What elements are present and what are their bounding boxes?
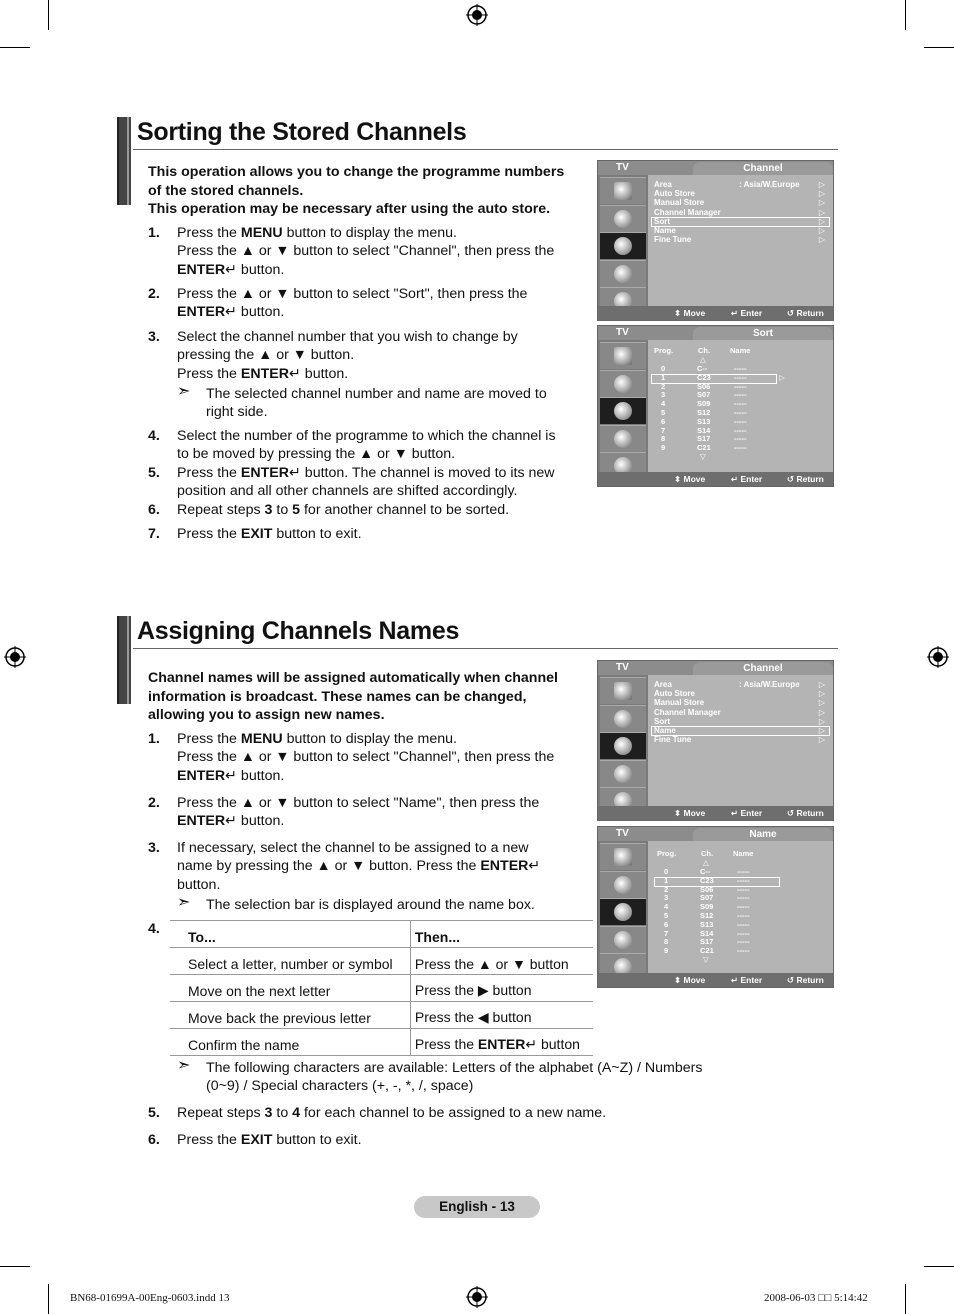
step-number: 3. xyxy=(148,329,160,345)
channel-id: C23 xyxy=(697,372,711,382)
step-text: Press the EXIT button to exit. xyxy=(177,1132,362,1148)
table-cell-action: Confirm the name xyxy=(170,1029,410,1056)
note-text: The selection bar is displayed around the name box. xyxy=(206,897,535,913)
channel-name: ----- xyxy=(737,946,750,956)
sound-icon xyxy=(600,871,646,898)
return-hint: ↺ Return xyxy=(787,975,824,985)
col-name: Name xyxy=(733,849,754,858)
channel-id: S09 xyxy=(697,399,711,409)
channel-name: ----- xyxy=(734,425,747,435)
submenu-arrow-icon: ▷ xyxy=(818,707,825,717)
step-number: 6. xyxy=(148,502,160,518)
osd-footer xyxy=(598,973,833,987)
osd-footer xyxy=(598,806,833,820)
table-row xyxy=(170,975,593,1002)
note-arrow-icon: ➣ xyxy=(177,1057,191,1074)
table-cell-key: Press the ◀ button xyxy=(410,1002,593,1029)
intro-line: allowing you to assign new names. xyxy=(148,707,385,723)
osd-menu-item[interactable]: Sort xyxy=(654,216,670,226)
prog-number: 3 xyxy=(664,893,669,903)
channel-name: ----- xyxy=(734,416,747,426)
table-cell-action: Select a letter, number or symbol xyxy=(170,948,410,975)
channel-name: ----- xyxy=(737,867,750,876)
table-cell-action: To... xyxy=(170,921,410,948)
table-row xyxy=(170,948,593,975)
picture-icon xyxy=(600,342,646,369)
crop-mark xyxy=(48,1284,49,1314)
enter-hint: ↵ Enter xyxy=(731,474,763,484)
osd-sort-screen xyxy=(597,325,834,487)
osd-title: Channel xyxy=(693,662,833,675)
note-line: right side. xyxy=(206,404,268,421)
table-row xyxy=(170,921,593,948)
osd-tv-label: TV xyxy=(616,162,629,173)
submenu-arrow-icon: ▷ xyxy=(818,198,825,208)
section-marker xyxy=(117,616,131,704)
section-title-sorting: Sorting the Stored Channels xyxy=(137,118,467,146)
osd-menu-item[interactable]: Manual Store xyxy=(654,198,705,208)
col-prog: Prog. xyxy=(657,849,677,858)
table-cell-key: Press the ENTER↵ button xyxy=(410,1029,593,1056)
col-name: Name xyxy=(730,346,751,355)
prog-number: 0 xyxy=(661,364,666,373)
channel-id: S06 xyxy=(697,381,711,391)
return-hint: ↺ Return xyxy=(787,308,824,318)
osd-panel xyxy=(648,841,833,973)
osd-title: Sort xyxy=(693,327,833,340)
step-number: 5. xyxy=(148,465,160,481)
channel-id: S06 xyxy=(700,884,714,894)
channel-id: C-- xyxy=(700,867,711,876)
osd-title: Name xyxy=(693,828,833,841)
osd-panel xyxy=(648,675,833,806)
prog-number: 5 xyxy=(661,408,666,417)
osd-selection-bar xyxy=(651,726,830,736)
channel-icon xyxy=(600,898,646,925)
osd-name-screen xyxy=(597,826,834,988)
channel-id: C21 xyxy=(700,946,714,956)
step-number: 2. xyxy=(148,286,160,302)
crop-mark xyxy=(924,47,954,48)
table-cell-key: Press the ▶ button xyxy=(410,975,593,1002)
osd-menu-item[interactable]: Fine Tune xyxy=(654,735,692,745)
osd-menu-item[interactable]: Auto Store xyxy=(654,689,695,699)
channel-icon xyxy=(600,732,646,759)
scroll-down-icon: ▽ xyxy=(703,955,709,964)
channel-id: S12 xyxy=(700,911,714,920)
move-hint: ⬍ Move xyxy=(674,474,706,484)
osd-menu-item[interactable]: Name xyxy=(654,226,676,235)
osd-panel xyxy=(648,340,833,472)
osd-menu-item[interactable]: Area xyxy=(654,680,672,689)
osd-footer xyxy=(598,472,833,486)
sound-icon xyxy=(600,205,646,232)
heading-rule xyxy=(133,149,838,150)
channel-name: ----- xyxy=(737,902,750,912)
osd-channel-menu xyxy=(597,160,834,321)
channel-id: S13 xyxy=(700,919,714,929)
submenu-arrow-icon: ▷ xyxy=(818,180,825,189)
scroll-up-icon: △ xyxy=(703,858,709,867)
osd-menu-item[interactable]: Auto Store xyxy=(654,189,695,199)
channel-name: ----- xyxy=(734,381,747,391)
file-slug: BN68-01699A-00Eng-0603.indd 13 xyxy=(70,1292,230,1304)
crop-mark xyxy=(905,0,906,30)
osd-selection-bar xyxy=(654,877,780,887)
picture-icon xyxy=(600,177,646,204)
crop-mark xyxy=(905,1284,906,1314)
key-table xyxy=(170,920,593,1056)
picture-icon xyxy=(600,677,646,704)
prog-number: 6 xyxy=(664,919,669,929)
channel-name: ----- xyxy=(734,364,747,373)
section-title-names: Assigning Channels Names xyxy=(137,617,460,645)
channel-id: S17 xyxy=(697,434,711,444)
prog-number: 5 xyxy=(664,911,669,920)
note-line: (0~9) / Special characters (+, -, *, /, space) xyxy=(206,1078,474,1095)
osd-sidebar xyxy=(598,841,648,975)
channel-id: S14 xyxy=(700,928,714,938)
note-text xyxy=(206,1059,702,1096)
picture-icon xyxy=(600,843,646,870)
intro-text xyxy=(148,669,593,725)
osd-tv-label: TV xyxy=(616,828,629,839)
prog-number: 9 xyxy=(661,443,666,453)
submenu-arrow-icon: ▷ xyxy=(818,698,825,708)
heading-rule xyxy=(133,648,838,649)
step-number: 1. xyxy=(148,731,160,747)
channel-id: S07 xyxy=(700,893,714,903)
return-hint: ↺ Return xyxy=(787,808,824,818)
prog-number: 8 xyxy=(661,434,666,444)
prog-number: 7 xyxy=(661,425,666,435)
col-ch: Ch. xyxy=(698,346,711,355)
channel-name: ----- xyxy=(734,443,747,453)
channel-name: ----- xyxy=(737,884,750,894)
submenu-arrow-icon: ▷ xyxy=(818,689,825,699)
crop-mark xyxy=(924,1266,954,1267)
prog-number: 2 xyxy=(664,884,669,894)
step-number: 2. xyxy=(148,795,160,811)
osd-panel xyxy=(648,175,833,306)
osd-selection-bar xyxy=(651,217,830,227)
step-text: Press the MENU button to display the menu. Press the ▲ or ▼ button to select "Channel", then press the ENTER↵ button. xyxy=(177,731,555,784)
intro-line: This operation may be necessary after using the auto store. xyxy=(148,201,551,217)
step-text: Select the number of the programme to which the channel is to be moved by pressing the ▲ or ▼ button. xyxy=(177,428,556,463)
crop-mark xyxy=(48,0,49,30)
prog-number: 2 xyxy=(661,381,666,391)
step-text: Repeat steps 3 to 4 for each channel to be assigned to a new name. xyxy=(177,1105,607,1121)
note-arrow-icon: ➣ xyxy=(177,383,191,400)
col-ch: Ch. xyxy=(701,849,714,858)
osd-sidebar xyxy=(598,675,648,808)
channel-id: S17 xyxy=(700,937,714,947)
osd-footer xyxy=(598,306,833,320)
prog-number: 6 xyxy=(661,416,666,426)
table-row xyxy=(170,1029,593,1056)
step-number: 7. xyxy=(148,526,160,542)
note-line: The following characters are available: Letters of the alphabet (A~Z) / Numbers xyxy=(206,1060,703,1076)
note-line: The selected channel number and name are moved to xyxy=(206,386,547,402)
prog-number: 0 xyxy=(664,867,669,876)
prog-number: 1 xyxy=(664,875,669,885)
osd-sidebar xyxy=(598,175,648,308)
table-cell-action: Move back the previous letter xyxy=(170,1002,410,1029)
step-number: 3. xyxy=(148,840,160,856)
channel-name: ----- xyxy=(737,937,750,947)
channel-name: ----- xyxy=(734,399,747,409)
scroll-up-icon: △ xyxy=(700,355,706,364)
registration-mark-icon xyxy=(466,1286,488,1308)
registration-mark-icon xyxy=(466,4,488,26)
return-hint: ↺ Return xyxy=(787,474,824,484)
registration-mark-icon xyxy=(927,646,949,668)
osd-menu-item[interactable]: Fine Tune xyxy=(654,235,692,245)
channel-icon xyxy=(600,232,646,259)
step-text: Press the MENU button to display the menu. Press the ▲ or ▼ button to select "Channel", then press the ENTER↵ button. xyxy=(177,225,555,278)
channel-name: ----- xyxy=(737,919,750,929)
move-arrow-icon: ▷ xyxy=(779,372,785,382)
submenu-arrow-icon: ▷ xyxy=(818,216,825,226)
channel-icon xyxy=(600,397,646,424)
step-number: 6. xyxy=(148,1132,160,1148)
channel-name: ----- xyxy=(734,408,747,417)
section-marker xyxy=(117,117,131,205)
setup-icon xyxy=(600,926,646,953)
prog-number: 4 xyxy=(661,399,666,409)
channel-name: ----- xyxy=(737,911,750,920)
step-text: Press the ▲ or ▼ button to select "Sort", then press the ENTER↵ button. xyxy=(177,286,528,321)
crop-mark xyxy=(0,47,30,48)
osd-channel-menu xyxy=(597,660,834,821)
setup-icon xyxy=(600,760,646,787)
osd-header xyxy=(598,661,833,675)
channel-id: S13 xyxy=(697,416,711,426)
osd-sidebar xyxy=(598,340,648,474)
crop-mark xyxy=(0,1266,30,1267)
osd-title: Channel xyxy=(693,162,833,175)
osd-header xyxy=(598,326,833,340)
move-hint: ⬍ Move xyxy=(674,308,706,318)
prog-number: 7 xyxy=(664,928,669,938)
submenu-arrow-icon: ▷ xyxy=(818,680,825,689)
step-number: 4. xyxy=(148,921,160,937)
col-prog: Prog. xyxy=(654,346,674,355)
step-text: Press the ENTER↵ button. The channel is moved to its new position and all other channels are shifted accordingly. xyxy=(177,465,555,500)
channel-id: S07 xyxy=(697,390,711,400)
setup-icon xyxy=(600,260,646,287)
date-slug: 2008-06-03 □□ 5:14:42 xyxy=(764,1292,868,1304)
channel-name: ----- xyxy=(737,893,750,903)
move-hint: ⬍ Move xyxy=(674,975,706,985)
osd-menu-item[interactable]: Channel Manager xyxy=(654,707,721,717)
table-row xyxy=(170,1002,593,1029)
channel-name: ----- xyxy=(734,372,747,382)
page-number: English - 13 xyxy=(414,1196,540,1218)
step-text: Select the channel number that you wish to change by pressing the ▲ or ▼ button. Press the ENTER↵ button. xyxy=(177,329,518,382)
osd-menu-item[interactable]: Area xyxy=(654,180,672,189)
prog-number: 4 xyxy=(664,902,669,912)
step-text: Repeat steps 3 to 5 for another channel to be sorted. xyxy=(177,502,510,518)
intro-line: of the stored channels. xyxy=(148,182,304,199)
move-hint: ⬍ Move xyxy=(674,808,706,818)
osd-header xyxy=(598,161,833,175)
prog-number: 8 xyxy=(664,937,669,947)
channel-name: ----- xyxy=(737,875,750,885)
table-cell-key: Then... xyxy=(410,921,593,948)
osd-tv-label: TV xyxy=(616,327,629,338)
osd-area-value: : Asia/W.Europe xyxy=(739,180,800,189)
step-number: 1. xyxy=(148,225,160,241)
note-arrow-icon: ➣ xyxy=(177,894,191,911)
submenu-arrow-icon: ▷ xyxy=(818,226,825,235)
table-cell-key: Press the ▲ or ▼ button xyxy=(410,948,593,975)
channel-id: C21 xyxy=(697,443,711,453)
osd-menu-item[interactable]: Name xyxy=(654,726,676,735)
enter-hint: ↵ Enter xyxy=(731,808,763,818)
step-text: Press the EXIT button to exit. xyxy=(177,526,362,542)
osd-menu-item[interactable]: Sort xyxy=(654,716,670,726)
intro-line: information is broadcast. These names can be changed, xyxy=(148,688,527,705)
submenu-arrow-icon: ▷ xyxy=(818,189,825,199)
note-text xyxy=(206,385,547,422)
submenu-arrow-icon: ▷ xyxy=(818,735,825,745)
sound-icon xyxy=(600,705,646,732)
registration-mark-icon xyxy=(4,646,26,668)
setup-icon xyxy=(600,425,646,452)
channel-id: S14 xyxy=(697,425,711,435)
step-text: Press the ▲ or ▼ button to select "Name", then press the ENTER↵ button. xyxy=(177,795,540,830)
osd-selection-bar xyxy=(651,374,777,384)
osd-menu-item[interactable]: Channel Manager xyxy=(654,207,721,217)
channel-id: C23 xyxy=(700,875,714,885)
osd-menu-item[interactable]: Manual Store xyxy=(654,698,705,708)
osd-area-value: : Asia/W.Europe xyxy=(739,680,800,689)
osd-tv-label: TV xyxy=(616,662,629,673)
sound-icon xyxy=(600,370,646,397)
enter-hint: ↵ Enter xyxy=(731,975,763,985)
prog-number: 9 xyxy=(664,946,669,956)
prog-number: 3 xyxy=(661,390,666,400)
intro-line: This operation allows you to change the programme numbers xyxy=(148,164,565,180)
submenu-arrow-icon: ▷ xyxy=(818,207,825,217)
osd-header xyxy=(598,827,833,841)
intro-text xyxy=(148,163,593,219)
channel-name: ----- xyxy=(734,434,747,444)
channel-name: ----- xyxy=(737,928,750,938)
channel-id: S09 xyxy=(700,902,714,912)
enter-hint: ↵ Enter xyxy=(731,308,763,318)
channel-id: C-- xyxy=(697,364,708,373)
table-cell-action: Move on the next letter xyxy=(170,975,410,1002)
submenu-arrow-icon: ▷ xyxy=(818,726,825,735)
scroll-down-icon: ▽ xyxy=(700,452,706,461)
channel-name: ----- xyxy=(734,390,747,400)
prog-number: 1 xyxy=(661,372,666,382)
step-number: 5. xyxy=(148,1105,160,1121)
step-text: If necessary, select the channel to be assigned to a new name by pressing the ▲ or ▼ button. Press the ENTER↵ button. xyxy=(177,840,541,893)
step-number: 4. xyxy=(148,428,160,444)
submenu-arrow-icon: ▷ xyxy=(818,716,825,726)
channel-id: S12 xyxy=(697,408,711,417)
submenu-arrow-icon: ▷ xyxy=(818,235,825,245)
intro-line: Channel names will be assigned automatically when channel xyxy=(148,670,558,686)
